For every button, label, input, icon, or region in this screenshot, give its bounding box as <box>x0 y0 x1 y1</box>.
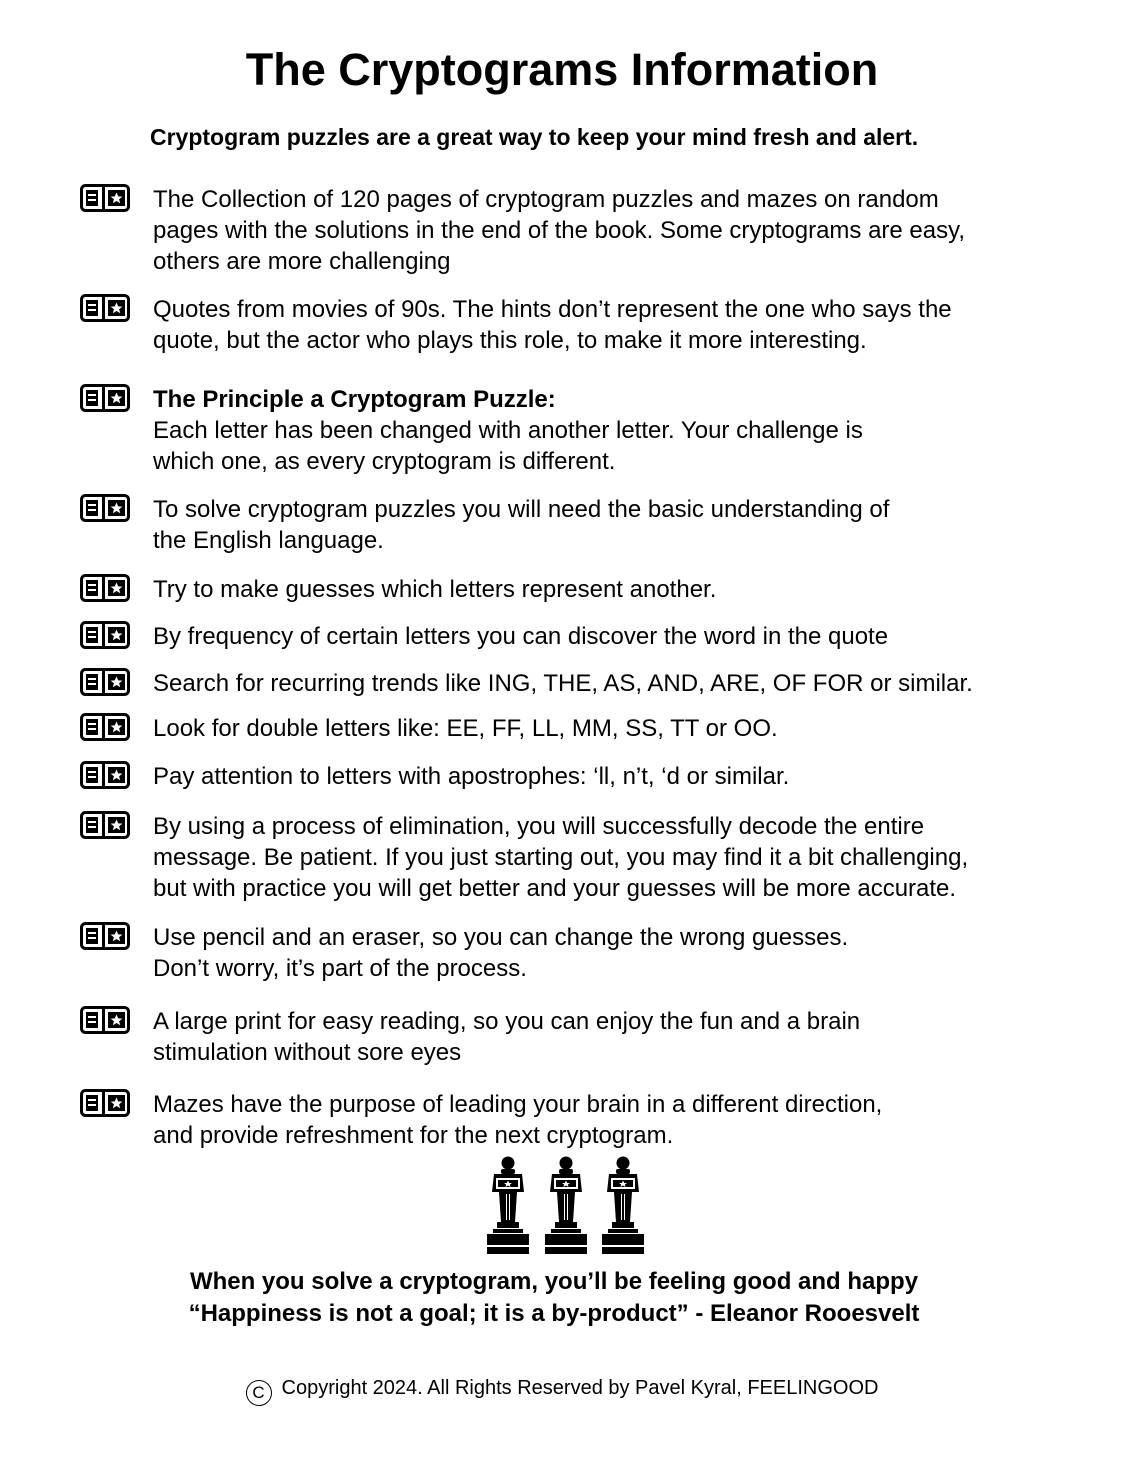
list-item-text <box>153 713 1130 744</box>
list-item-line: the English language. <box>153 527 384 554</box>
list-item-line: Don’t worry, it’s part of the process. <box>153 955 527 982</box>
closing-quote-line: “Happiness is not a goal; it is a by-product” - Eleanor Rooesvelt <box>188 1300 920 1327</box>
list-item-heading: The Principle a Cryptogram Puzzle: <box>153 386 556 413</box>
list-item-text <box>153 574 1130 605</box>
copyright-icon: C <box>246 1380 272 1406</box>
film-strip-star-icon <box>80 922 130 950</box>
trophy-icon <box>487 1157 529 1255</box>
list-item-line: By frequency of certain letters you can discover the word in the quote <box>153 623 889 650</box>
film-strip-star-icon <box>80 761 130 789</box>
film-strip-star-icon <box>80 713 130 741</box>
film-strip-star-icon <box>80 384 130 412</box>
list-item-line: Search for recurring trends like ING, THE, AS, AND, ARE, OF FOR or similar. <box>153 670 973 697</box>
list-item-line: but with practice you will get better and your guesses will be more accurate. <box>153 875 957 902</box>
trophies-group <box>484 1156 644 1258</box>
list-item-text <box>153 384 1130 477</box>
film-strip-star-icon <box>80 574 130 602</box>
list-item-text <box>153 184 1130 277</box>
copyright-notice <box>0 1377 1124 1406</box>
list-item-line: quote, but the actor who plays this role, to make it more interesting. <box>153 327 867 354</box>
closing-line: When you solve a cryptogram, you’ll be feeling good and happy <box>189 1268 919 1295</box>
page-subtitle: Cryptogram puzzles are a great way to keep your mind fresh and alert. <box>150 124 919 150</box>
film-strip-star-icon <box>80 1006 130 1034</box>
list-item-line: To solve cryptogram puzzles you will need the basic understanding of <box>153 496 890 523</box>
list-item-line: Quotes from movies of 90s. The hints don’t represent the one who says the <box>153 296 952 323</box>
page-title: The Cryptograms Information <box>245 44 879 95</box>
film-strip-star-icon <box>80 621 130 649</box>
film-strip-star-icon <box>80 811 130 839</box>
list-item-text <box>153 922 1130 984</box>
list-item-text <box>153 761 1130 792</box>
list-item-line: pages with the solutions in the end of the book. Some cryptograms are easy, <box>153 217 966 244</box>
list-item-line: By using a process of elimination, you will successfully decode the entire <box>153 813 925 840</box>
list-item-text <box>153 494 1130 556</box>
list-item-line: Use pencil and an eraser, so you can change the wrong guesses. <box>153 924 849 951</box>
list-item-line: others are more challenging <box>153 248 451 275</box>
trophy-icon <box>545 1157 587 1255</box>
list-item-text <box>153 1089 1130 1151</box>
list-item-line: and provide refreshment for the next cryptogram. <box>153 1122 674 1149</box>
list-item-line: Try to make guesses which letters represent another. <box>153 576 717 603</box>
list-item-text <box>153 811 1130 904</box>
list-item-line: The Collection of 120 pages of cryptogram puzzles and mazes on random <box>153 186 939 213</box>
copyright-text: Copyright 2024. All Rights Reserved by Pavel Kyral, FEELINGOOD <box>281 1377 879 1399</box>
list-item-line: Each letter has been changed with another letter. Your challenge is <box>153 417 863 444</box>
list-item-line: Look for double letters like: EE, FF, LL, MM, SS, TT or OO. <box>153 715 778 742</box>
list-item-text <box>153 294 1130 356</box>
list-item-line: A large print for easy reading, so you can enjoy the fun and a brain <box>153 1008 861 1035</box>
film-strip-star-icon <box>80 184 130 212</box>
trophy-icon <box>602 1157 644 1255</box>
list-item-line: Mazes have the purpose of leading your brain in a different direction, <box>153 1091 883 1118</box>
closing-quote <box>0 1266 1108 1330</box>
film-strip-star-icon <box>80 668 130 696</box>
film-strip-star-icon <box>80 294 130 322</box>
list-item-line: message. Be patient. If you just starting out, you may find it a bit challenging, <box>153 844 969 871</box>
list-item-line: stimulation without sore eyes <box>153 1039 462 1066</box>
list-item-line: Pay attention to letters with apostrophes: ‘ll, n’t, ‘d or similar. <box>153 763 790 790</box>
list-item-line: which one, as every cryptogram is different. <box>153 448 616 475</box>
film-strip-star-icon <box>80 494 130 522</box>
list-item-text <box>153 668 1130 699</box>
list-item-text <box>153 1006 1130 1068</box>
list-item-text <box>153 621 1130 652</box>
film-strip-star-icon <box>80 1089 130 1117</box>
